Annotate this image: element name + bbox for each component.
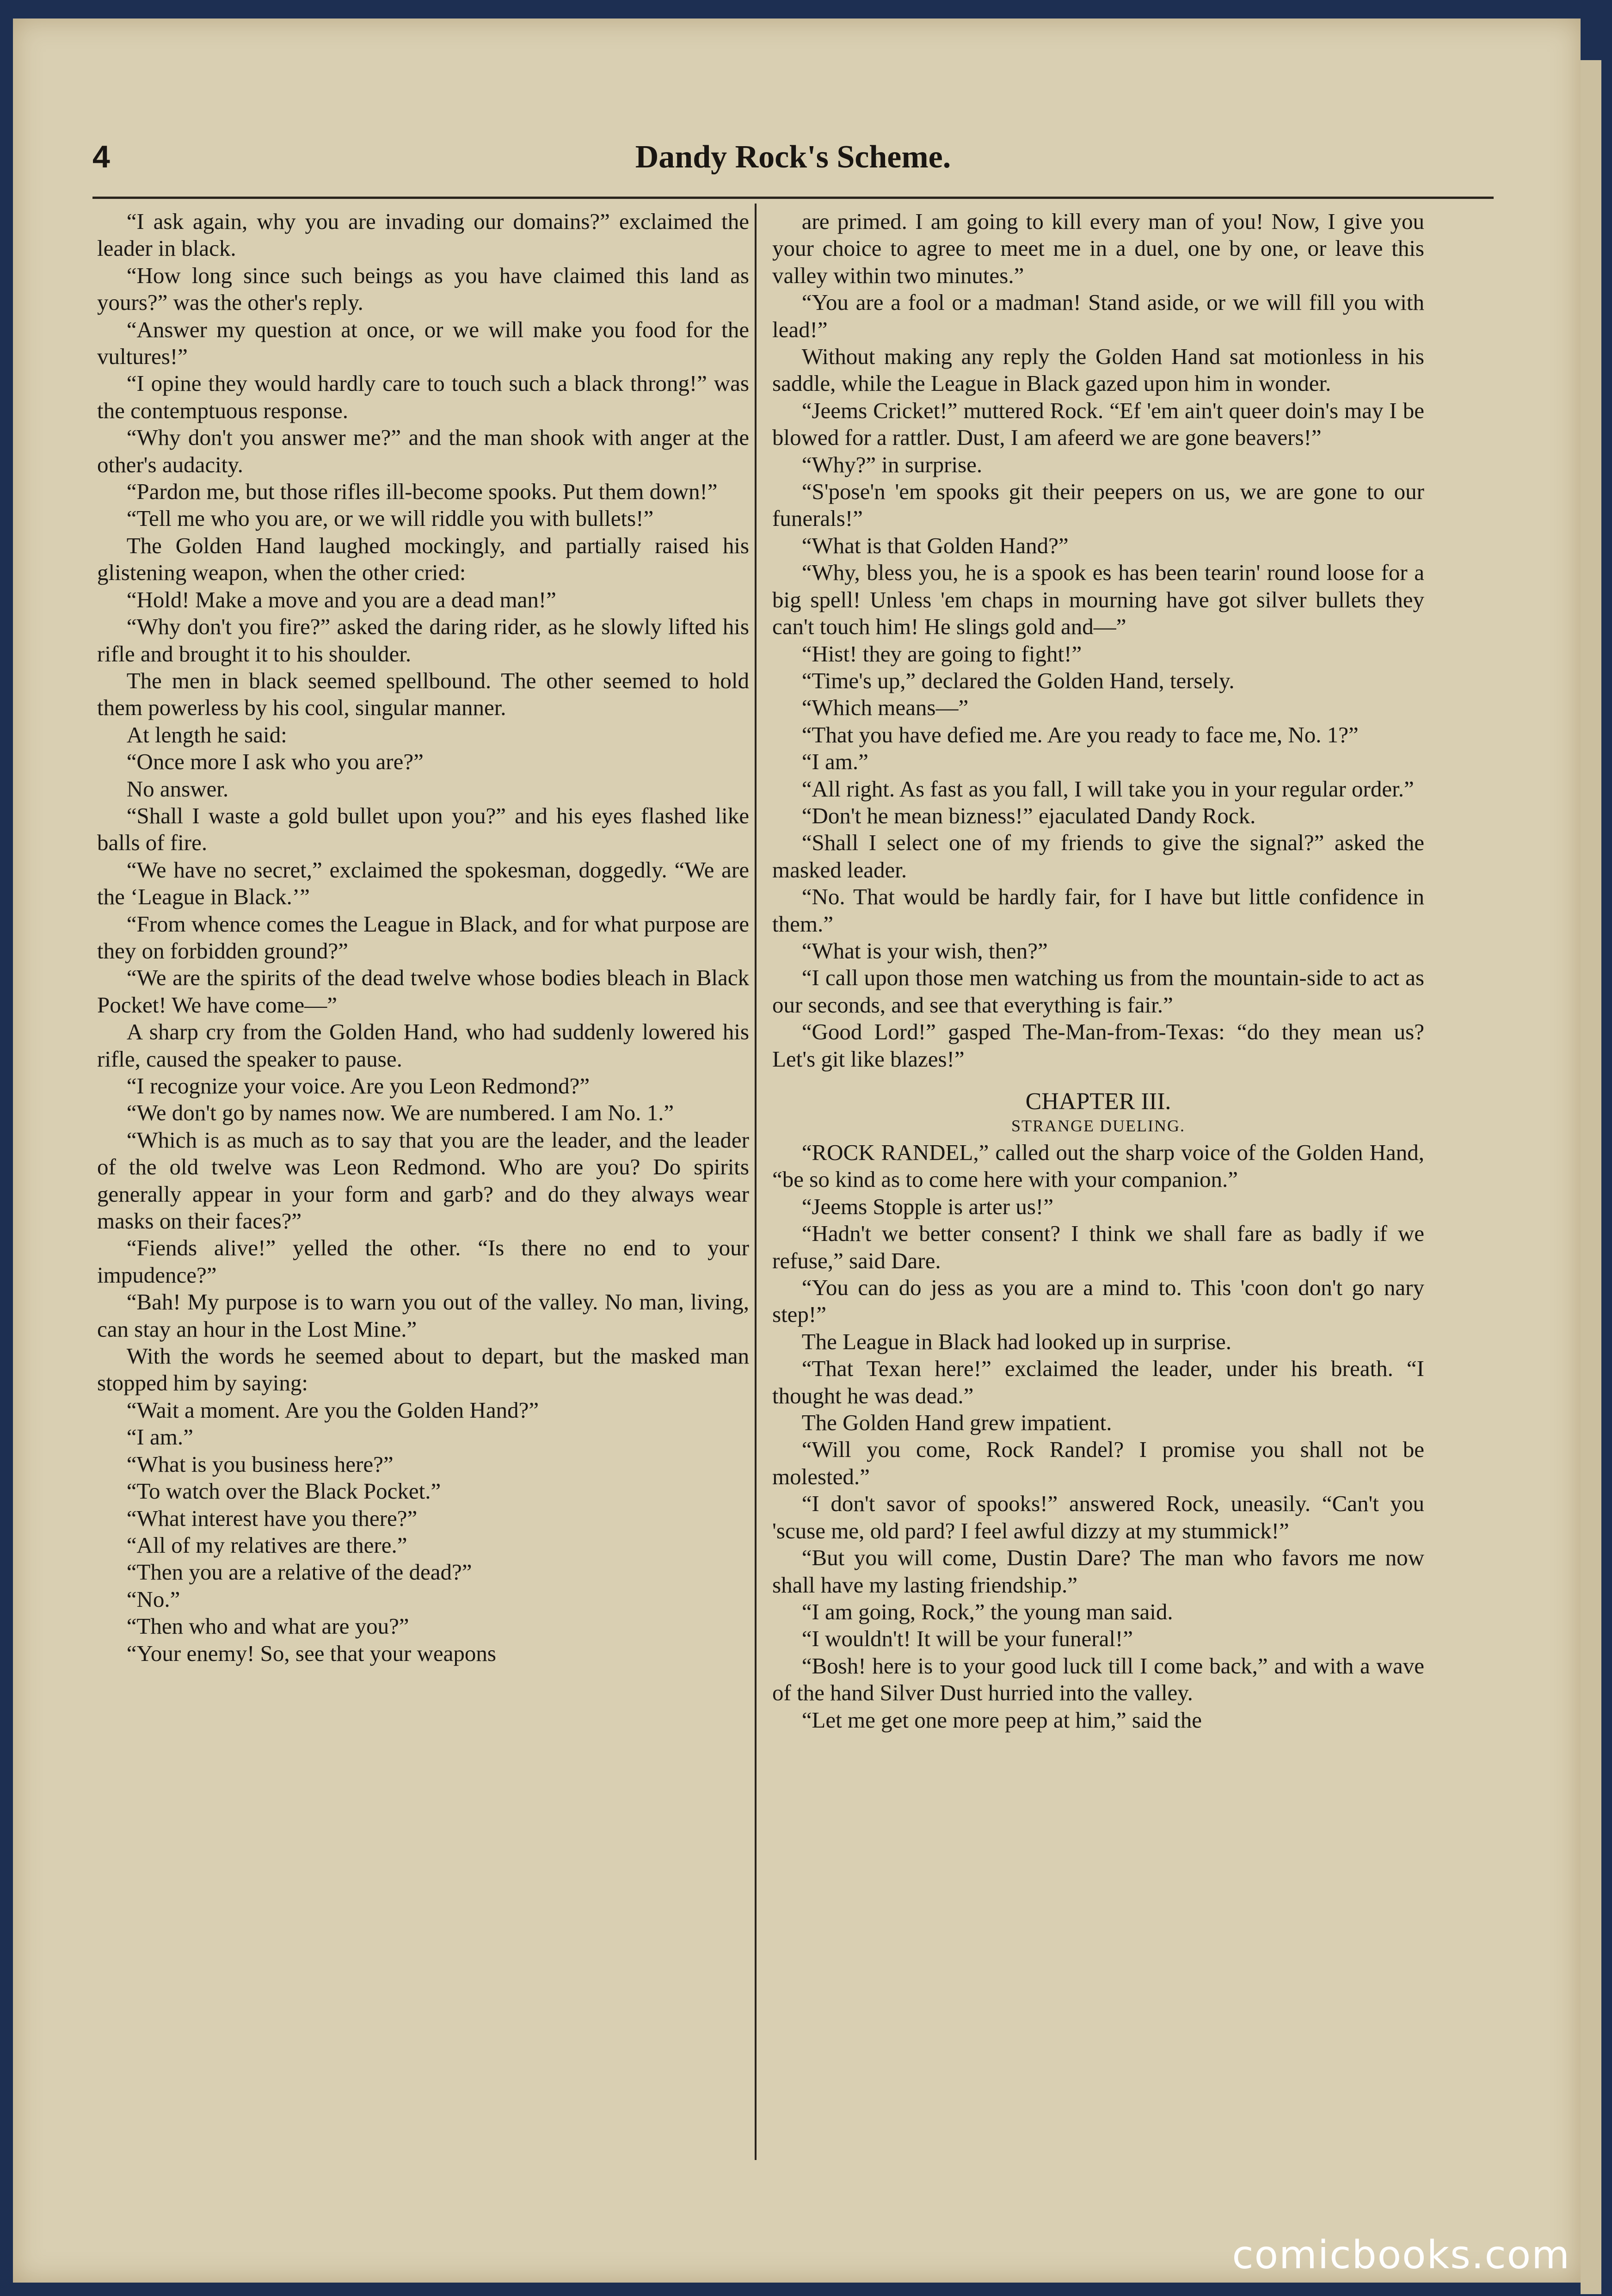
paragraph: “From whence comes the League in Black, and for what purpose are they on forbidden ground?” [97,911,749,963]
paragraph: “You are a fool or a madman! Stand aside, or we will fill you with lead!” [772,290,1424,342]
paragraph: “All of my relatives are there.” [126,1532,407,1558]
paragraph: “Tell me who you are, or we will riddle you with bullets!” [126,506,654,531]
paragraph: “I recognize your voice. Are you Leon Redmond?” [126,1073,590,1099]
paragraph: “Hist! they are going to fight!” [801,641,1082,667]
paragraph: “Bah! My purpose is to warn you out of the valley. No man, living, can stay an hour in the Lost Mine.” [97,1289,749,1342]
paragraph: Without making any reply the Golden Hand sat motionless in his saddle, while the League in Black gazed upon him in wonder. [772,344,1424,396]
right-column-text-before-chapter [772,208,1424,1073]
paragraph: “No. That would be hardly fair, for I have but little confidence in them.” [772,884,1424,937]
paragraph: “Pardon me, but those rifles ill-become spooks. Put them down!” [126,479,718,505]
facing-page-edge [1581,60,1601,2294]
running-title: Dandy Rock's Scheme. [635,139,951,175]
left-column [97,208,749,2165]
paragraph: “Why don't you answer me?” and the man shook with anger at the other's audacity. [97,425,749,477]
right-column-text-after-chapter [772,1139,1424,1734]
header-rule [92,197,1494,199]
paragraph: “Your enemy! So, see that your weapons [126,1640,496,1666]
paragraph: “Hold! Make a move and you are a dead man!” [126,586,556,612]
paragraph: “We don't go by names now. We are numbered. I am No. 1.” [126,1100,674,1126]
paragraph: “Wait a moment. Are you the Golden Hand?” [126,1397,539,1423]
page-header [92,139,1494,190]
paragraph: “Then you are a relative of the dead?” [126,1559,472,1585]
paragraph: “Good Lord!” gasped The-Man-from-Texas: “do they mean us? Let's git like blazes!” [772,1019,1424,1072]
paragraph: “Why, bless you, he is a spook es has been tearin' round loose for a big spell! Unless 'em chaps in mourning have got silver bullets they can't touch him! He slings gold and—” [772,560,1424,640]
paragraph: “Jeems Cricket!” muttered Rock. “Ef 'em ain't queer doin's may I be blowed for a rattler. Dust, I am afeerd we are gone beavers!” [772,397,1424,451]
paragraph: “I call upon those men watching us from the mountain-side to act as our seconds, and see that everything is fair.” [772,965,1424,1018]
right-column [772,208,1424,2165]
paragraph: “I ask again, why you are invading our domains?” exclaimed the leader in black. [97,209,749,261]
paragraph: “What is you business here?” [126,1451,394,1477]
paragraph: At length he said: [126,722,287,747]
watermark: comicbooks.com [1232,2232,1570,2277]
paragraph: “Then who and what are you?” [126,1613,409,1639]
paragraph: “Which means—” [801,695,969,721]
chapter-subtitle: STRANGE DUELING. [1011,1117,1185,1135]
paragraph: “What is your wish, then?” [801,938,1048,963]
paragraph: “I am.” [126,1424,193,1450]
paragraph: “That you have defied me. Are you ready to face me, No. 1?” [801,722,1359,747]
paragraph: “Answer my question at once, or we will make you food for the vultures!” [97,316,749,370]
paragraph: “No.” [126,1586,180,1612]
paragraph: The Golden Hand grew impatient. [801,1410,1112,1436]
column-divider [755,204,757,2160]
paragraph: “I wouldn't! It will be your funeral!” [801,1626,1133,1652]
paragraph: A sharp cry from the Golden Hand, who had suddenly lowered his rifle, caused the speaker to pause. [97,1019,749,1072]
paragraph: The League in Black had looked up in surprise. [801,1328,1232,1354]
paragraph: “Bosh! here is to your good luck till I come back,” and with a wave of the hand Silver Dust hurried into the valley. [772,1653,1424,1706]
paragraph: With the words he seemed about to depart, but the masked man stopped him by saying: [97,1343,749,1396]
paragraph: “Shall I select one of my friends to give the signal?” asked the masked leader. [772,830,1424,883]
paragraph: “We are the spirits of the dead twelve whose bodies bleach in Black Pocket! We have come—” [97,965,749,1018]
paragraph: “What interest have you there?” [126,1505,418,1531]
paragraph: “Time's up,” declared the Golden Hand, tersely. [801,667,1235,693]
paragraph: “Will you come, Rock Randel? I promise you shall not be molested.” [772,1437,1424,1489]
paragraph: “Why?” in surprise. [801,451,983,477]
paragraph: “What is that Golden Hand?” [801,532,1069,558]
paragraph: “All right. As fast as you fall, I will take you in your regular order.” [801,776,1414,802]
paragraph: are primed. I am going to kill every man of you! Now, I give you your choice to agree to meet me in a duel, one by one, or leave this valley within two minutes.” [772,209,1424,288]
paragraph: “We have no secret,” exclaimed the spokesman, doggedly. “We are the ‘League in Black.’” [97,857,749,910]
paragraph: “How long since such beings as you have claimed this land as yours?” was the other's reply. [97,262,749,315]
paragraph: “Fiends alive!” yelled the other. “Is there no end to your impudence?” [97,1235,749,1288]
paragraph: “I am.” [801,749,868,775]
paragraph: “ROCK RANDEL,” called out the sharp voice of the Golden Hand, “be so kind as to come here with your companion.” [772,1140,1424,1192]
paragraph: “Once more I ask who you are?” [126,749,424,775]
paragraph: No answer. [126,776,229,802]
paragraph: “I opine they would hardly care to touch such a black throng!” was the contemptuous response. [97,370,749,423]
paragraph: “You can do jess as you are a mind to. This 'coon don't go nary step!” [772,1275,1424,1327]
paragraph: “Shall I waste a gold bullet upon you?” and his eyes flashed like balls of fire. [97,802,749,856]
paragraph: The men in black seemed spellbound. The other seemed to hold them powerless by his cool, singular manner. [97,667,749,721]
paragraph: “That Texan here!” exclaimed the leader, under his breath. “I thought he was dead.” [772,1356,1424,1408]
paragraph: “I don't savor of spooks!” answered Rock, uneasily. “Can't you 'scuse me, old pard? I feel awful dizzy at my stummick!” [772,1491,1424,1543]
paragraph: The Golden Hand laughed mockingly, and partially raised his glistening weapon, when the other cried: [97,532,749,586]
paragraph: “Hadn't we better consent? I think we shall fare as badly if we refuse,” said Dare. [772,1221,1424,1273]
paragraph: “Don't he mean bizness!” ejaculated Dandy Rock. [801,802,1256,828]
page-number: 4 [92,139,110,174]
paragraph: “Why don't you fire?” asked the daring rider, as he slowly lifted his rifle and brought it to his shoulder. [97,614,749,667]
paragraph: “Let me get one more peep at him,” said the [801,1707,1202,1733]
paragraph: “Which is as much as to say that you are the leader, and the leader of the old twelve was Leon Redmond. Who are you? Do spirits generally appear in your form and garb? and do they always wear masks on their faces?” [97,1127,749,1234]
paragraph: “To watch over the Black Pocket.” [126,1478,441,1504]
paragraph: “But you will come, Dustin Dare? The man who favors me now shall have my lasting friendship.” [772,1545,1424,1598]
paragraph: “I am going, Rock,” the young man said. [801,1599,1173,1624]
chapter-title: CHAPTER III. [1025,1088,1171,1115]
paragraph: “S'pose'n 'em spooks git their peepers on us, we are gone to our funerals!” [772,479,1424,531]
paragraph: “Jeems Stopple is arter us!” [801,1193,1053,1219]
